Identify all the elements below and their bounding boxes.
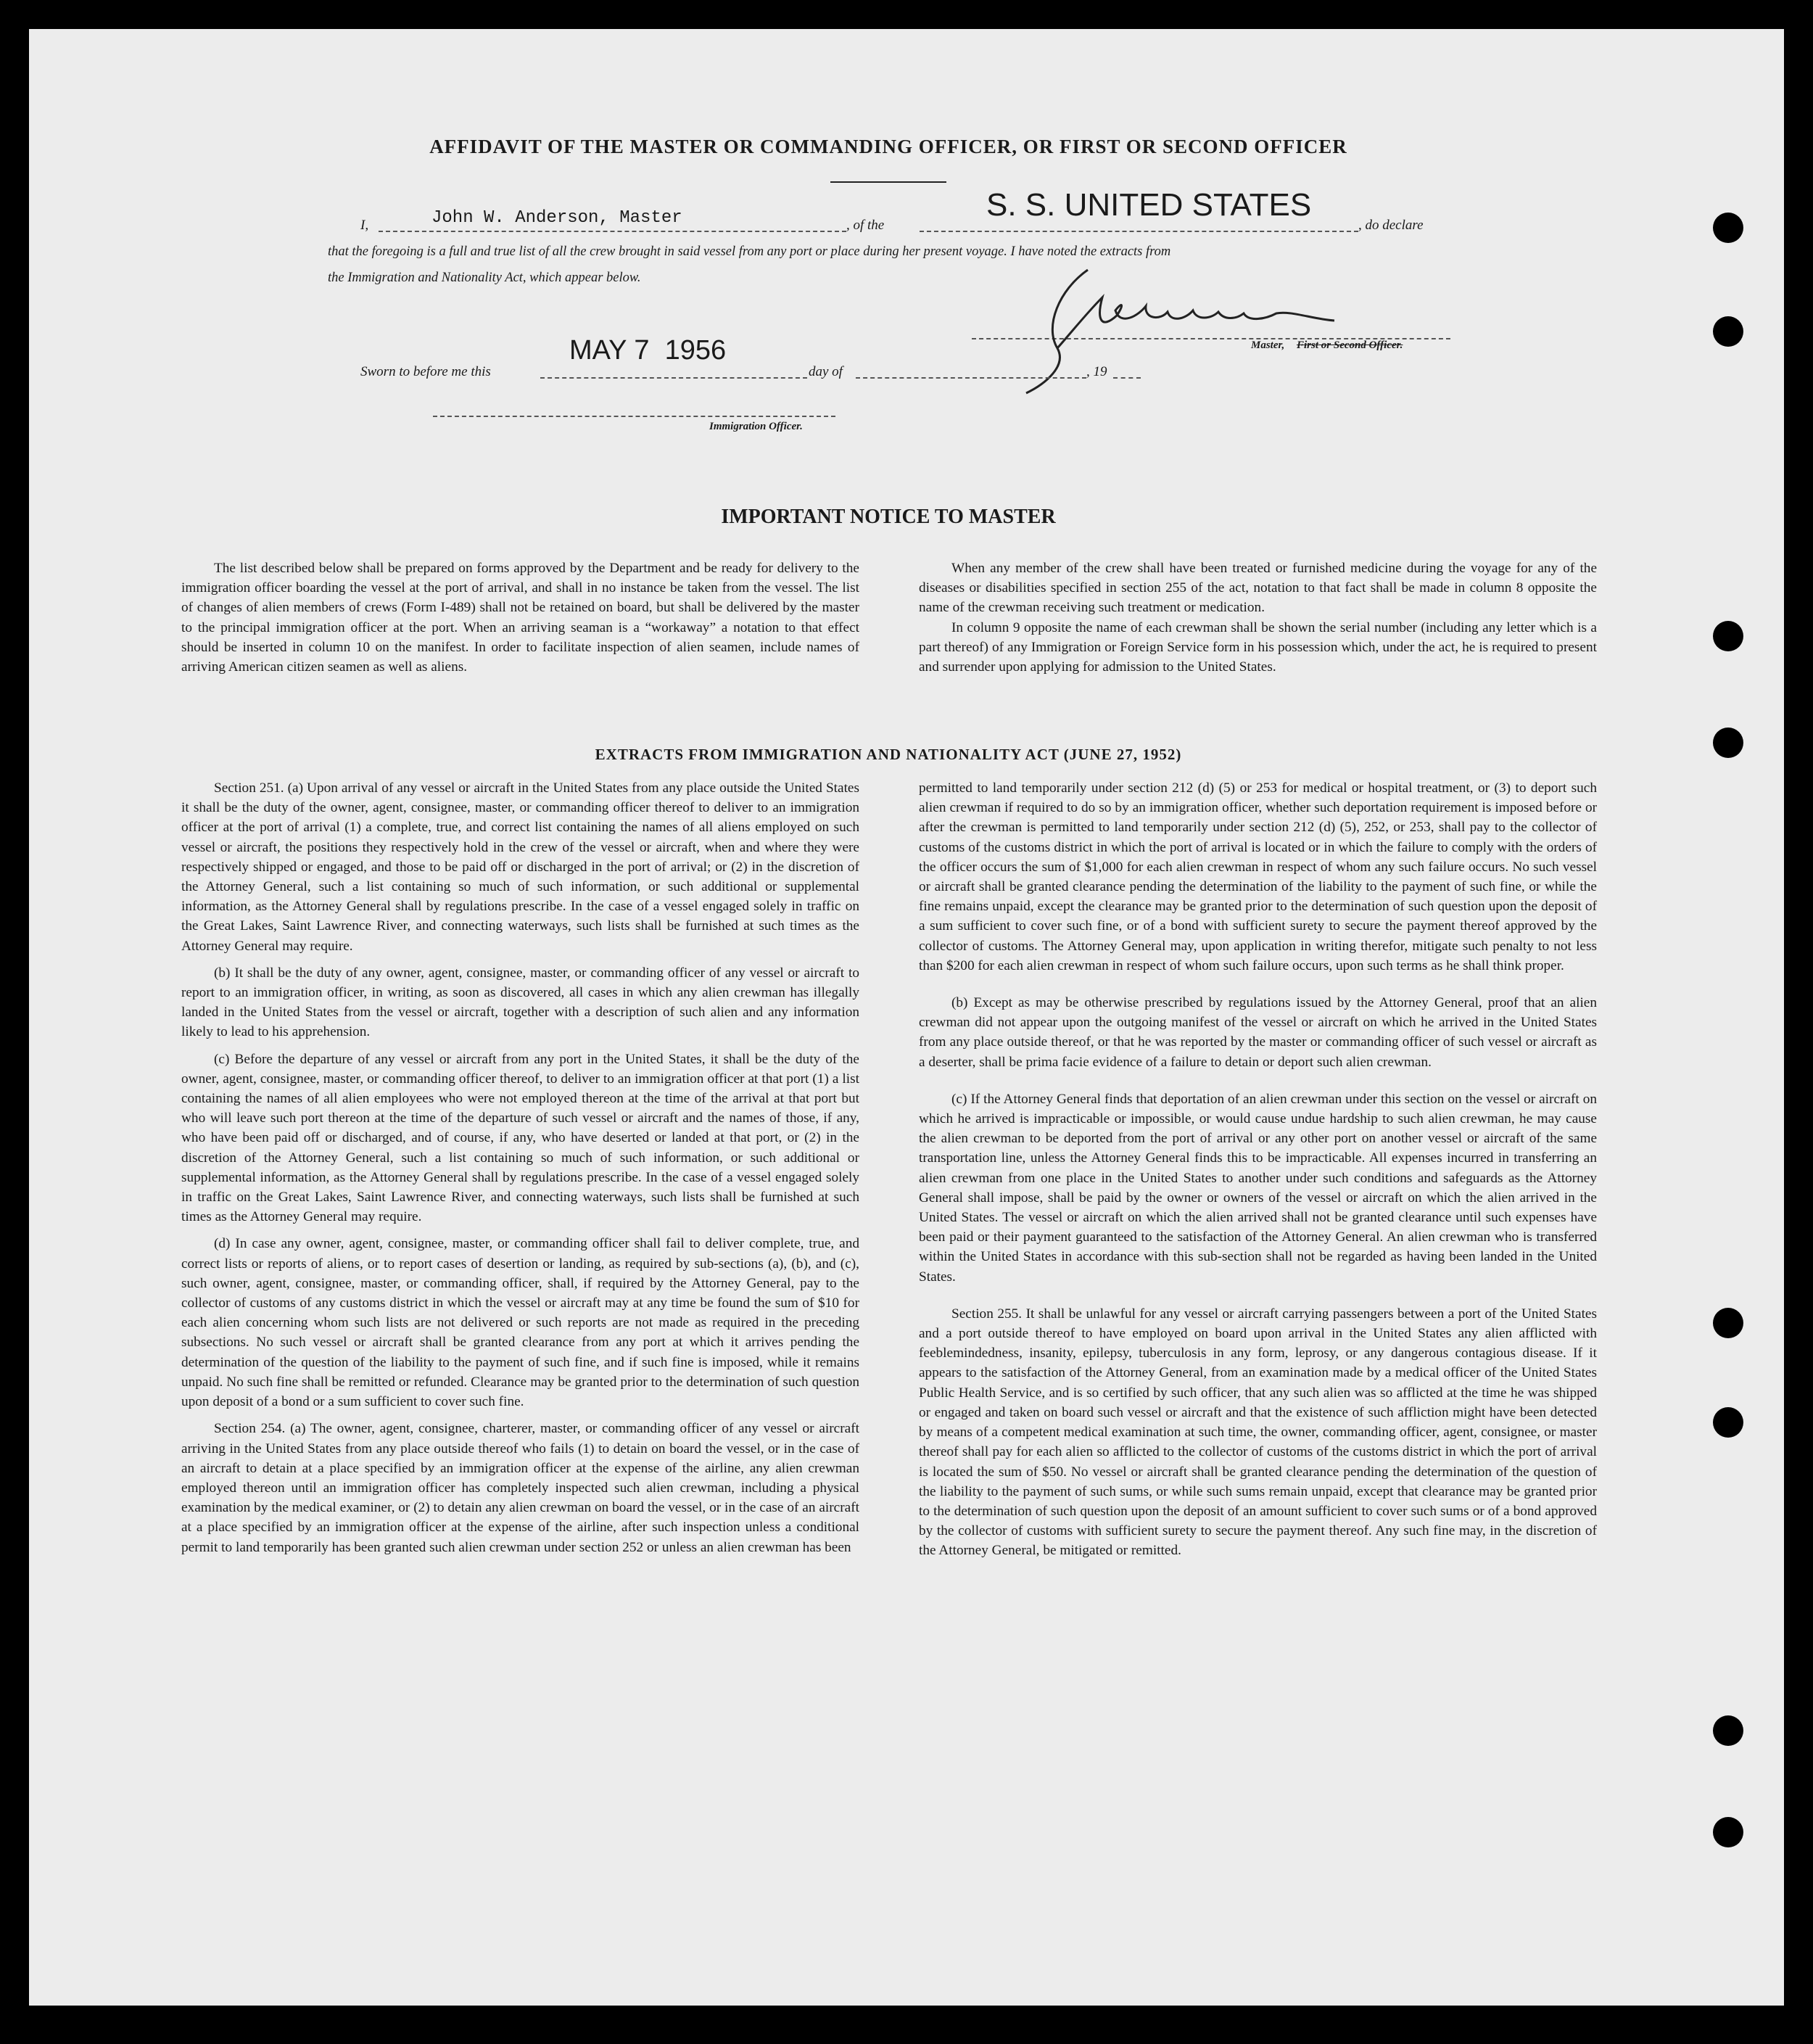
of-the-label: , of the — [846, 218, 885, 233]
binder-hole — [1713, 1715, 1743, 1746]
binder-hole — [1713, 1308, 1743, 1338]
extracts-left-column — [181, 778, 859, 1565]
vessel-name-line — [920, 231, 1358, 232]
day-of-label: day of — [809, 364, 843, 379]
year-line — [1113, 377, 1141, 379]
section-251-b: (b) It shall be the duty of any owner, agent, consignee, master, or commanding officer of any vessel or aircraft to report to an immigration officer, in writing, as soon as discovered, all cases in which any alien crewman has illegally landed in the United States from the vessel or aircraft, together with a description of such alien and any information likely to lead to his apprehension. — [181, 965, 859, 1040]
section-254-b: (b) Except as may be otherwise prescribed by regulations issued by the Attorney General, proof that an alien crewman did not appear upon the outgoing manifest of the vessel or aircraft on which he arrived in the United States from any place outside thereof, or that he was reported by the master or commanding officer of such vessel or aircraft as a deserter, shall be prima facie evidence of a failure to detain or deport such alien crewman. — [919, 995, 1597, 1070]
notice-left-paragraph: The list described below shall be prepared on forms approved by the Department and be ready for delivery to the immigration officer boarding the vessel at the port of arrival, and shall in no instance be taken from the vessel. The list of changes of alien members of crews (Form I-489) shall not be retained on board, but shall be delivered by the master to the principal immigration officer at the port. When an arriving seaman is a “workaway” a notation to that effect should be inserted in column 10 on the manifest. In order to facilitate inspection of alien seamen, include names of arriving American citizen seamen as well as aliens. — [181, 561, 859, 675]
affidavit-title: AFFIDAVIT OF THE MASTER OR COMMANDING OFFICER, OR FIRST OR SECOND OFFICER — [429, 136, 1347, 157]
statement-line-2: the Immigration and Nationality Act, which appear below. — [328, 271, 641, 285]
binder-hole — [1713, 213, 1743, 243]
binder-hole — [1713, 316, 1743, 347]
statement-line-1: that the foregoing is a full and true list of all the crew brought in said vessel from any port or place during her present voyage. I have noted the extracts from — [328, 244, 1171, 259]
notice-left-column — [181, 559, 859, 684]
master-name: John W. Anderson, Master — [431, 208, 682, 228]
notice-right-paragraph-1: When any member of the crew shall have been treated or furnished medicine during the voyage for any of the diseases or disabilities specified in section 255 of the act, notation to that fact shall be made in column 8 opposite the name of the crewman receiving such treatment or medication. — [919, 561, 1597, 616]
signature-title-struck: First or Second Officer. — [1297, 339, 1403, 351]
immigration-officer-line — [433, 416, 835, 417]
sworn-date: MAY 7 1956 — [569, 335, 727, 366]
binder-hole — [1713, 621, 1743, 651]
binder-hole — [1713, 1817, 1743, 1847]
section-255: Section 255. It shall be unlawful for any vessel or aircraft carrying passengers between a port of the United States and a port outside thereof to have employed on board upon arrival in the United States any alien afflicted with feeblemindedness, insanity, epilepsy, tuberculosis in any form, leprosy, or any dangerous contagious disease. If it appears to the satisfaction of the Attorney General, from an examination made by a medical officer of the United States Public Health Service, and is so certified by such officer, that any such alien was so afflicted at the time he was shipped or engaged and taken on board such vessel or aircraft and that the existence of such affliction might have been detected by means of a competent medical examination at such time, the owner, commanding officer, agent, consignee, or master thereof shall pay for each alien so afflicted to the collector of customs of the customs district in which the port of arrival is located the sum of $50. No vessel or aircraft shall be granted clearance pending the determination of the question of the liability to the payment of such sums, or while such sums remain unpaid, except that clearance may be granted prior to the determination of such question upon the deposit of an amount sufficient to cover such sums or of a bond approved by the collector of customs with sufficient surety to secure the payment thereof. Any such fine may, in the discretion of the Attorney General, be mitigated or remitted. — [919, 1306, 1597, 1559]
declare-label: , do declare — [1358, 218, 1424, 233]
section-251-c: (c) Before the departure of any vessel or aircraft from any port in the United States, it shall be the duty of the owner, agent, consignee, master, or commanding officer thereof, to deliver to an immigration officer at that port (1) a list containing the names of all alien employees who were not employed thereon at the time of the arrival at that port but who will leave such port thereon at the time of the departure of such vessel or aircraft and the names of those, if any, who have been paid off or discharged, and of course, if any, who have deserted or landed at that port, or (2) in the discretion of the Attorney General, such a list containing so much of such information, or such additional or supplemental information, as the Attorney General shall by regulations prescribe. In the case of a vessel engaged solely in traffic on the Great Lakes, Saint Lawrence River, and connecting waterways, such lists shall be furnished at such times as the Attorney General may require. — [181, 1051, 859, 1225]
section-254-a: Section 254. (a) The owner, agent, consignee, charterer, master, or commanding officer of any vessel or aircraft arriving in the United States from any place outside thereof who fails (1) to detain on board the vessel, or in the case of an aircraft to detain at a place specified by an immigration officer at the expense of the airline, any alien crewman employed thereon until an immigration officer has completely inspected such alien crewman, including a physical examination by the medical examiner, or (2) to detain any alien crewman on board the vessel, or in the case of an aircraft at a place specified by an immigration officer at the expense of the airline, after such inspection unless a conditional permit to land temporarily has been granted such alien crewman under section 252 or unless an alien crewman has been — [181, 1421, 859, 1555]
binder-hole — [1713, 728, 1743, 758]
signature-title-master: Master, — [1251, 339, 1285, 351]
year-label: , 19 — [1086, 364, 1107, 379]
master-name-line — [379, 231, 846, 232]
extracts-right-column — [919, 778, 1597, 1568]
day-of-line — [856, 377, 1086, 379]
sworn-date-line — [540, 377, 807, 379]
immigration-officer-label: Immigration Officer. — [709, 421, 803, 432]
notice-heading: IMPORTANT NOTICE TO MASTER — [721, 506, 1056, 528]
sworn-label: Sworn to before me this — [360, 364, 491, 379]
notice-right-paragraph-2: In column 9 opposite the name of each crewman shall be shown the serial number (including any letter which is a part thereof) of any Immigration or Foreign Service form in his possession which, under the act, he is required to present and surrender upon applying for admission to the United States. — [919, 619, 1597, 675]
section-254-a-continued: permitted to land temporarily under section 212 (d) (5) or 253 for medical or hospital treatment, or (3) to deport such alien crewman if required to do so by an immigration officer, whether such deportation requirement is imposed before or after the crewman is permitted to land temporarily under section 212 (d) (5), 252, or 253, shall pay to the collector of customs of the customs district in which the port of arrival is located or in which the failure to comply with the orders of the officer occurs the sum of $1,000 for each alien crewman in respect of whom any such failure occurs. No such vessel or aircraft shall be granted clearance pending the determination of the liability to the payment of such fine, or while the fine remains unpaid, except the clearance may be granted prior to the determination of such question upon the deposit of a sum sufficient to cover such fine, or of a bond with sufficient surety to secure the payment thereof approved by the collector of customs. The Attorney General may, upon application in writing therefor, mitigate such penalty to not less than $200 for each alien crewman in respect of whom such failure occurs, upon such terms as he shall think proper. — [919, 780, 1597, 973]
title-underline — [830, 181, 946, 183]
section-251-a: Section 251. (a) Upon arrival of any vessel or aircraft in the United States from any place outside the United States it shall be the duty of the owner, agent, consignee, master, or commanding officer thereof to deliver to an immigration officer at the port of arrival (1) a complete, true, and correct list containing the names of all aliens employed on such vessel or aircraft, the positions they respectively hold in the crew of the vessel or aircraft, when and where they were respectively shipped or engaged, and those to be paid off or discharged in the port of arrival; or (2) in the discretion of the Attorney General, such a list containing so much of such information, or such additional or supplemental information, as the Attorney General shall by regulations prescribe. In the case of a vessel engaged solely in traffic on the Great Lakes, Saint Lawrence River, and connecting waterways, such lists shall be furnished at such times as the Attorney General may require. — [181, 780, 859, 954]
i-label: I, — [360, 218, 369, 233]
section-251-d: (d) In case any owner, agent, consignee, master, or commanding officer shall fail to deliver complete, true, and correct lists or reports of aliens, or to report cases of desertion or landing, as required by sub-sections (a), (b), and (c), such owner, agent, consignee, master, or commanding officer, shall, if required by the Attorney General, pay to the collector of customs of any customs district in which the vessel or aircraft may at any time be found the sum of $10 for each alien concerning whom such lists are not delivered or such reports are not made as required in the preceding subsections. No such vessel or aircraft shall be granted clearance from any port at which it arrives pending the determination of the question of the liability to the payment of such fine, and if such fine is imposed, while it remains unpaid. No such fine shall be remitted or refunded. Clearance may be granted prior to the determination of such question upon deposit of a bond or a sum sufficient to cover such fine. — [181, 1236, 859, 1410]
notice-right-column — [919, 559, 1597, 684]
binder-hole — [1713, 1407, 1743, 1438]
extracts-heading: EXTRACTS FROM IMMIGRATION AND NATIONALITY ACT (JUNE 27, 1952) — [595, 746, 1182, 763]
section-254-c: (c) If the Attorney General finds that deportation of an alien crewman under this section on the vessel or aircraft on which he arrived is impracticable or impossible, or would cause undue hardship to such alien crewman, he may cause the alien crewman to be deported from the port of arrival or any other port on another vessel or aircraft of the same transportation line, unless the Attorney General finds this to be impracticable. All expenses incurred in transferring an alien crewman from one place in the United States to another under such conditions and safeguards as the Attorney General shall impose, shall be paid by the owner or owners of the vessel or aircraft on which the alien arrived in the United States. The vessel or aircraft on which the alien arrived shall not be granted clearance until such expenses have been paid or their payment guaranteed to the satisfaction of the Attorney General. An alien crewman who is transferred within the United States in accordance with this sub-section shall not be regarded as having been landed in the United States. — [919, 1091, 1597, 1285]
vessel-name: S. S. UNITED STATES — [986, 187, 1312, 223]
